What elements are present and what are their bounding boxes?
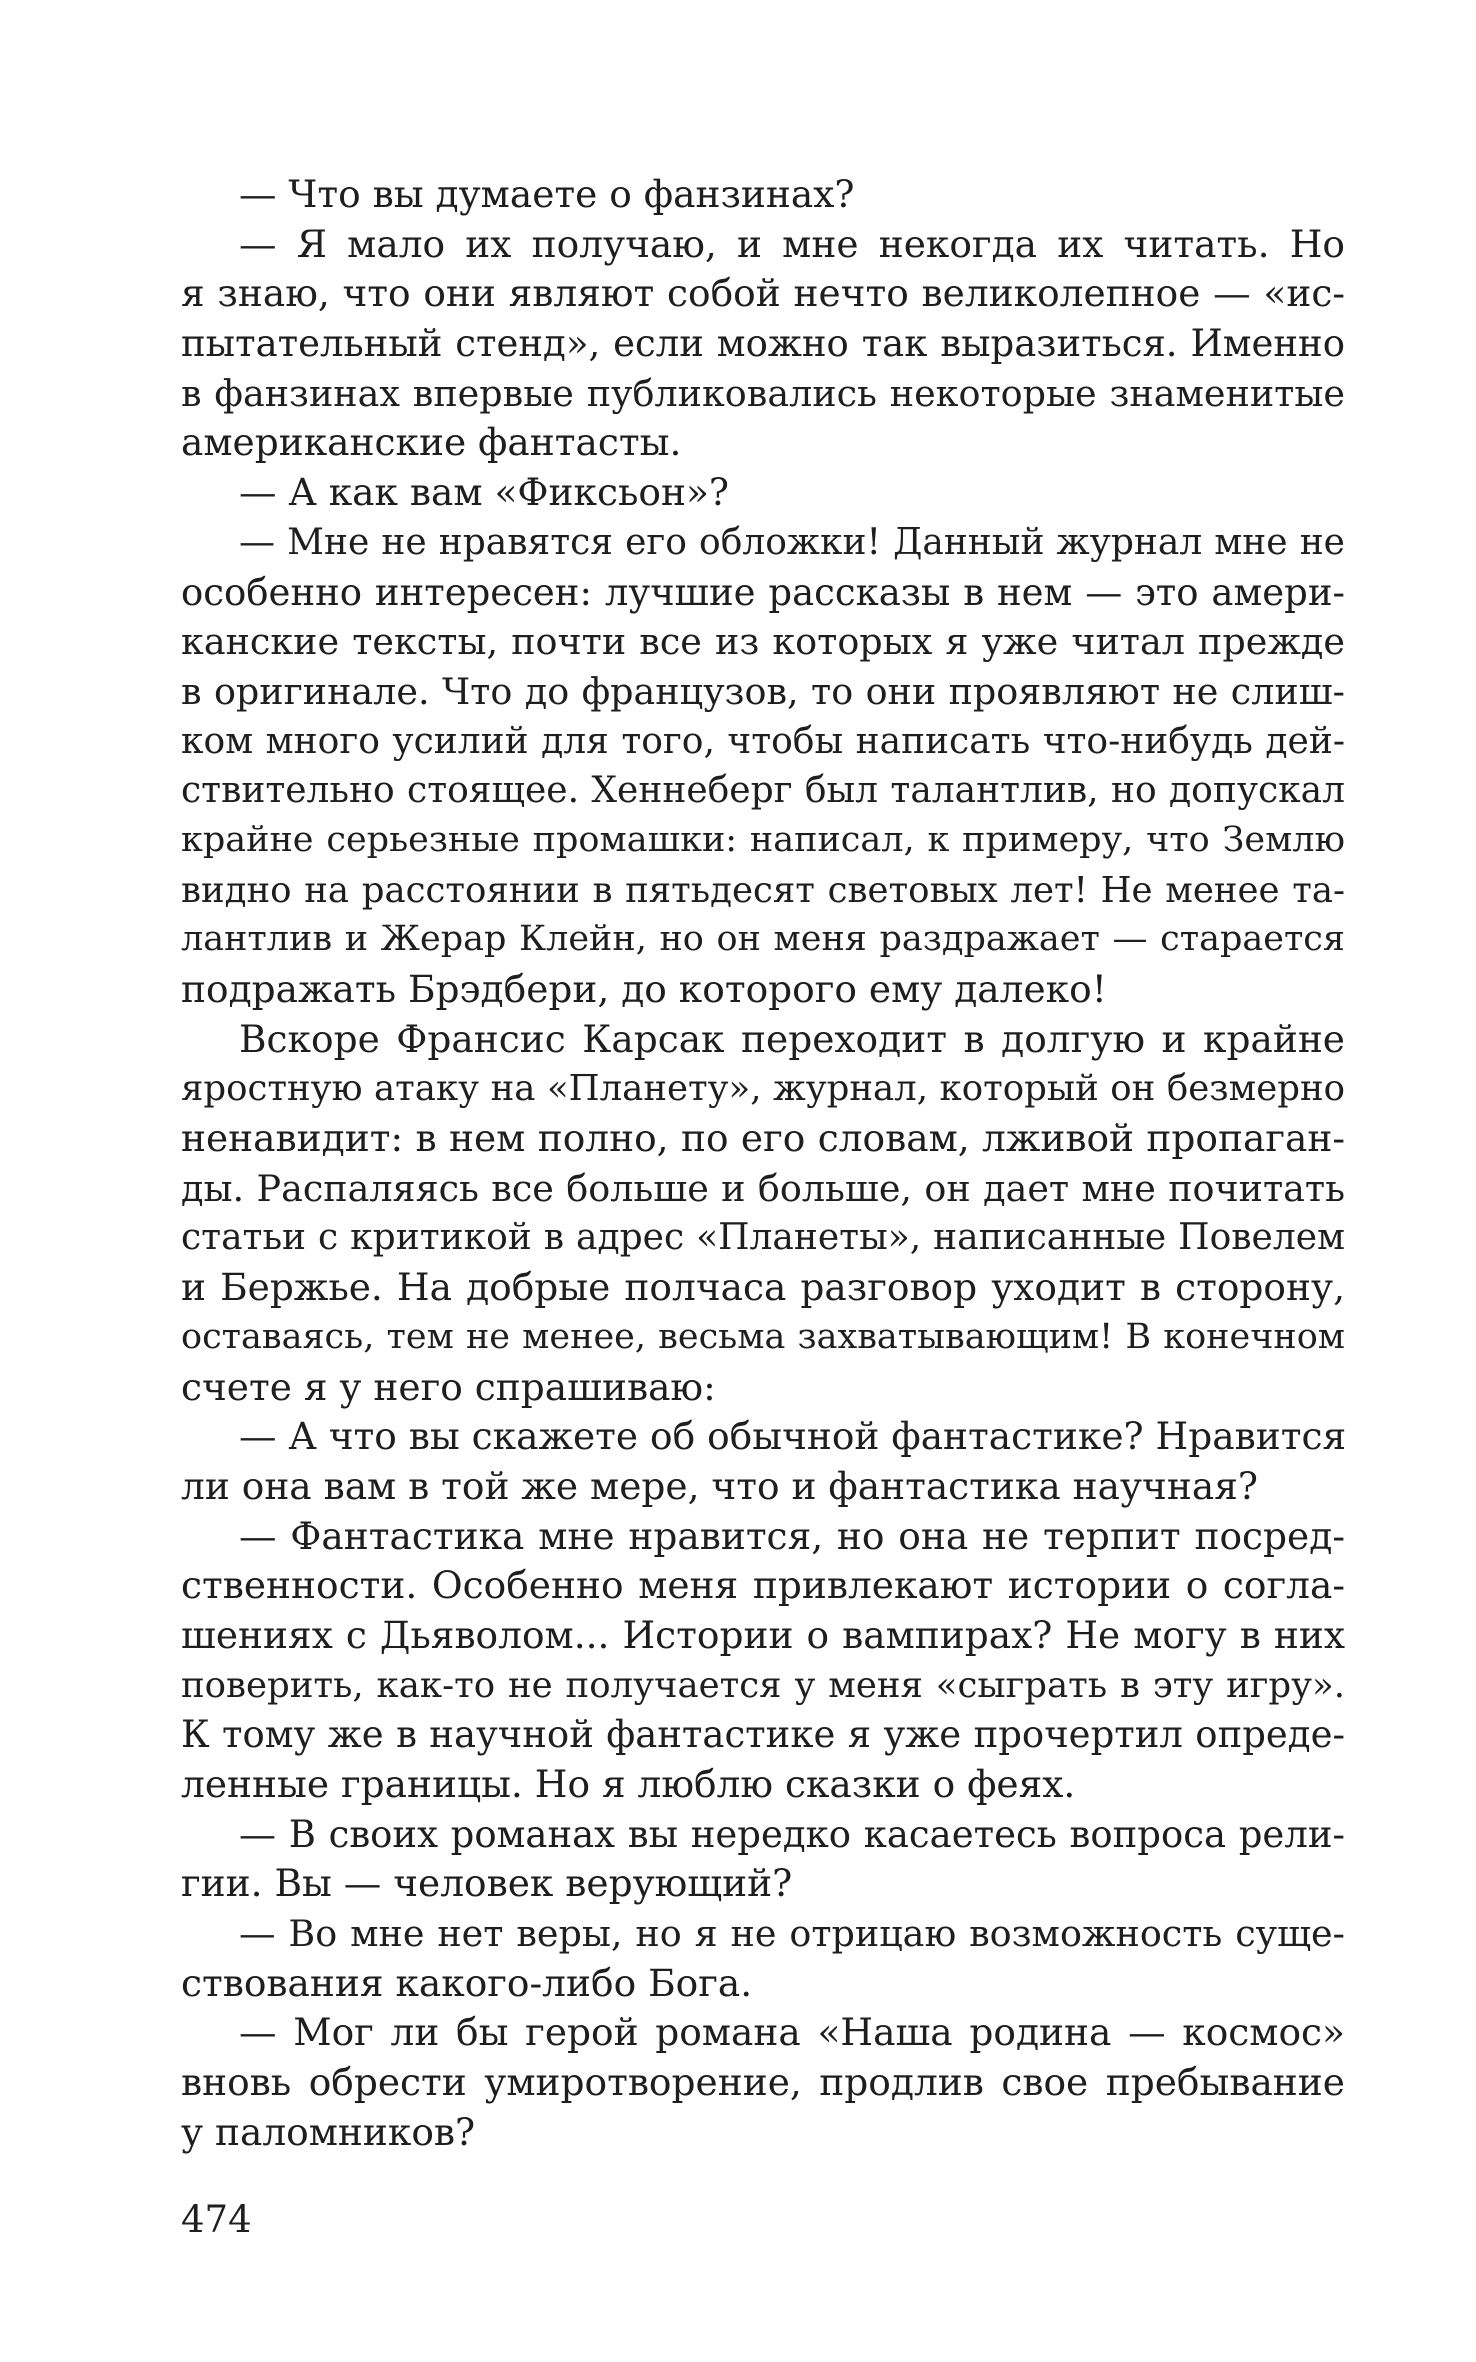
body-text (181, 170, 1345, 2158)
text-line: — А что вы скажете об обычной фантастике? Нравится (239, 1414, 1347, 1459)
text-line: — Мне не нравятся его обложки! Данный журнал мне не (239, 521, 1345, 563)
text-line: счете я у него спрашиваю: (181, 1364, 716, 1409)
text-line: К тому же в научной фантастике я уже прочертил опреде- (181, 1713, 1345, 1757)
text-line: особенно интересен: лучшие рассказы в нем — это амери- (181, 570, 1345, 614)
text-line: — Я мало их получаю, и мне некогда их читать. Но (239, 221, 1345, 266)
text-line: у паломников? (181, 2109, 476, 2154)
page-number: 474 (181, 2198, 252, 2241)
text-line: я знаю, что они являют собой нечто великолепное — «ис- (181, 271, 1345, 316)
text-line: ненавидит: в нем полно, по его словам, лживой пропаган- (181, 1116, 1345, 1161)
text-line: пытательный стенд», если можно так выразиться. Именно (181, 322, 1345, 366)
text-line: — Фантастика мне нравится, но она не терпит посред- (239, 1513, 1345, 1558)
text-line: — В своих романах вы нередко касаетесь вопроса рели- (239, 1812, 1345, 1856)
text-line: вновь обрести умиротворение, продлив свое пребывание (181, 2060, 1345, 2105)
text-line: Вскоре Франсис Карсак переходит в долгую и крайне (239, 1016, 1345, 1061)
text-line: канские тексты, почти все из которых я уже читал прежде (181, 620, 1345, 664)
text-line: — А как вам «Фиксьон»? (239, 470, 729, 515)
text-line: в фанзинах впервые публиковались некоторые знаменитые (181, 371, 1345, 415)
text-line: — Мог ли бы герой романа «Наша родина — космос» (239, 2010, 1345, 2055)
text-line: и Бержье. На добрые полчаса разговор уходит в сторону, (181, 1265, 1345, 1310)
text-line: — Что вы думаете о фанзинах? (239, 172, 855, 216)
text-line: лантлив и Жерар Клейн, но он меня раздражает — старается (181, 919, 1345, 960)
text-line: статьи с критикой в адрес «Планеты», написанные Повелем (181, 1217, 1345, 1259)
text-line: оставаясь, тем не менее, весьма захватывающим! В конечном (181, 1316, 1345, 1357)
text-line: ленные границы. Но я люблю сказки о феях. (181, 1762, 1076, 1806)
text-line: ствительно стоящее. Хеннеберг был талантлив, но допускал (181, 770, 1345, 812)
text-line: подражать Брэдбери, до которого ему далеко! (181, 967, 1107, 1011)
text-line: ственности. Особенно меня привлекают истории о согла- (181, 1563, 1345, 1608)
text-line: — Во мне нет веры, но я не отрицаю возможность суще- (239, 1912, 1345, 1956)
text-line: ды. Распаляясь все больше и больше, он дает мне почитать (181, 1166, 1345, 1210)
text-line: поверить, как-то не получается у меня «сыграть в эту игру». (181, 1664, 1345, 1706)
text-line: ком много усилий для того, чтобы написать что-нибудь дей- (181, 720, 1345, 762)
text-line: ли она вам в той же мере, что и фантастика научная? (181, 1463, 1258, 1508)
text-line: видно на расстоянии в пятьдесят световых лет! Не менее та- (181, 869, 1345, 911)
text-line: гии. Вы — человек верующий? (181, 1861, 793, 1906)
text-line: яростную атаку на «Планету», журнал, который он безмерно (181, 1068, 1345, 1110)
text-line: крайне серьезные промашки: написал, к примеру, что Землю (181, 819, 1345, 860)
text-line: в оригинале. Что до французов, то они проявляют не слиш- (181, 669, 1345, 713)
text-line: шениях с Дьяволом... Истории о вампирах? Не могу в них (181, 1612, 1345, 1657)
text-line: американские фантасты. (181, 420, 682, 465)
text-line: ствования какого-либо Бога. (181, 1960, 753, 2005)
